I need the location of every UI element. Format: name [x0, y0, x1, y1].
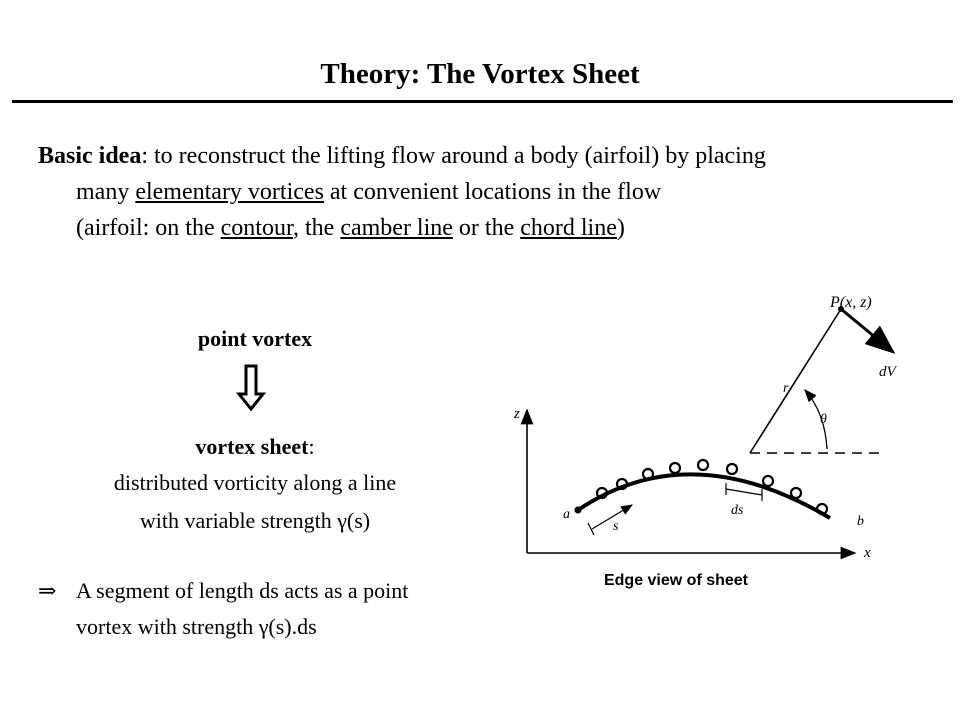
camber-line-term: camber line [340, 215, 453, 241]
intro-line-2-post: at convenient locations in the flow [323, 179, 662, 205]
dv-label: dV [879, 364, 896, 380]
intro-label: Basic idea [38, 143, 142, 169]
intro-line-3-a: (airfoil: on the [76, 215, 221, 241]
point-a-label: a [563, 507, 570, 522]
down-arrow-icon [236, 364, 266, 412]
chord-line-term: chord line [520, 215, 617, 241]
x-axis-label: x [864, 545, 871, 561]
dv-arrow [841, 309, 893, 352]
ds-label: ds [731, 503, 744, 518]
theta-label: θ [820, 412, 827, 427]
figure-caption: Edge view of sheet [603, 572, 749, 589]
implies-icon: ⇒ [38, 578, 57, 603]
intro-line-2 [76, 174, 661, 210]
s-arrow [592, 505, 632, 529]
contour-term: contour [220, 215, 293, 241]
conclusion-line-1: A segment of length ds acts as a point [76, 578, 409, 603]
intro-line-1-text: : to reconstruct the lifting flow around a body (airfoil) by placing [141, 143, 766, 169]
ds-span [726, 489, 762, 495]
vortex-sheet-heading [60, 434, 450, 460]
intro-line-1 [38, 138, 766, 174]
intro-line-2-pre: many [76, 179, 136, 205]
r-line [750, 309, 841, 453]
sheet-start-point [575, 507, 582, 514]
r-label: r [783, 381, 789, 396]
vortex-sheet-desc-1: distributed vorticity along a line [113, 470, 397, 495]
vortex-sheet-desc-2: with variable strength γ(s) [139, 508, 371, 533]
title-divider [12, 100, 953, 103]
s-label: s [613, 519, 619, 534]
intro-line-3 [76, 210, 625, 246]
intro-line-3-b: , the [292, 215, 341, 241]
conclusion-line-2: vortex with strength γ(s).ds [76, 614, 317, 639]
vortex-sheet-figure [500, 285, 920, 605]
page-title: Theory: The Vortex Sheet [320, 58, 640, 90]
point-p-label: P(x, z) [830, 294, 872, 311]
point-b-label: b [857, 514, 864, 529]
vortex-sheet-colon: : [308, 434, 315, 459]
intro-line-3-c: or the [452, 215, 521, 241]
vortex-sheet-label: vortex sheet [195, 434, 309, 459]
z-axis-label: z [514, 406, 520, 422]
intro-line-3-d: ) [616, 215, 625, 241]
elementary-vortices-term: elementary vortices [135, 179, 324, 205]
point-vortex-label: point vortex [197, 326, 313, 351]
